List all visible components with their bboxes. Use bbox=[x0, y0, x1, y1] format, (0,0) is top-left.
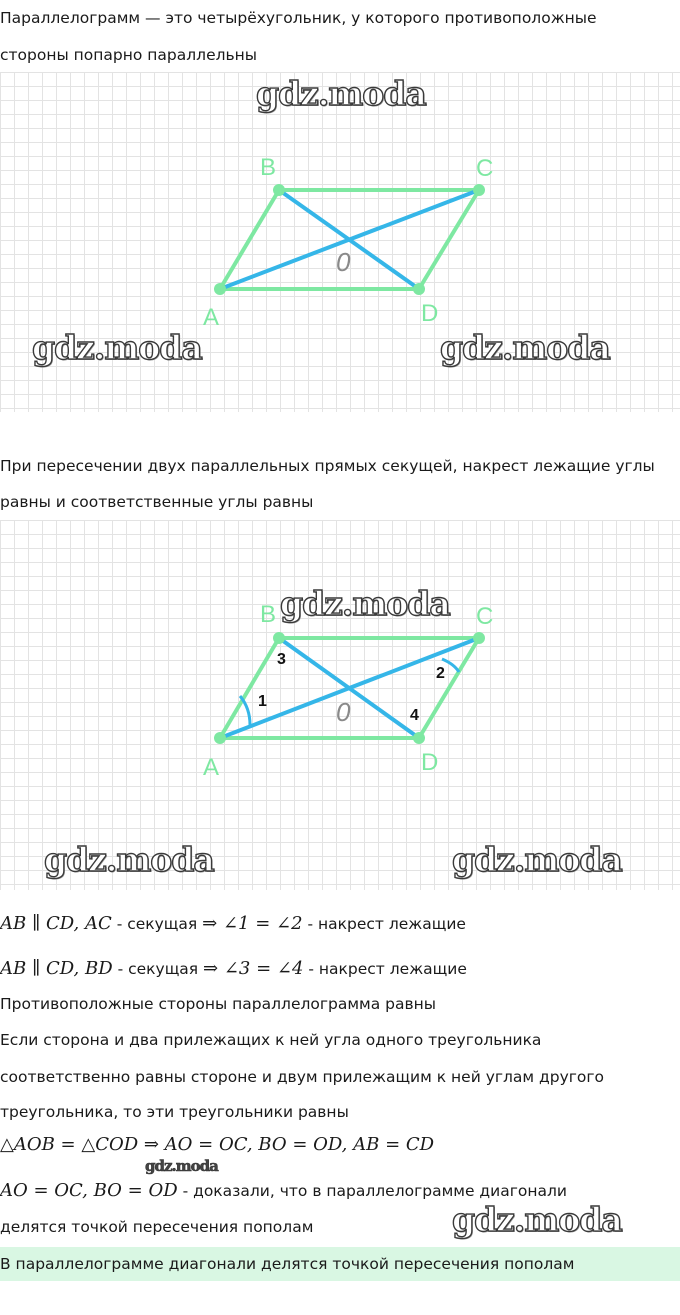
definition-line-2: стороны попарно параллельны bbox=[0, 46, 258, 64]
label-d: D bbox=[421, 300, 439, 327]
point-a bbox=[214, 732, 226, 744]
equation-text: - секущая bbox=[111, 915, 203, 933]
figure-2-grid bbox=[0, 520, 680, 890]
equation-math: AO = OC, BO = OD bbox=[0, 1180, 178, 1201]
watermark: gdz.moda bbox=[145, 1157, 218, 1175]
equation-text: - накрест лежащие bbox=[302, 915, 466, 933]
angle-label-3: 3 bbox=[277, 651, 286, 668]
conclusion-text: В параллелограмме диагонали делятся точкой пересечения пополам bbox=[0, 1255, 575, 1273]
asa-line-3: треугольника, то эти треугольники равны bbox=[0, 1103, 349, 1121]
proof-equation-1 bbox=[0, 914, 466, 934]
watermark: gdz.moda bbox=[440, 328, 610, 367]
equation-math: ⇒ ∠3 = ∠4 bbox=[203, 958, 304, 979]
point-c bbox=[473, 632, 485, 644]
equation-text: - секущая bbox=[112, 960, 204, 978]
label-b: B bbox=[260, 601, 277, 628]
label-d: D bbox=[421, 749, 439, 776]
proof-line-final: делятся точкой пересечения пополам bbox=[0, 1218, 314, 1236]
proof-equation-3: △AOB = △COD ⇒ AO = OC, BO = OD, AB = CD bbox=[0, 1134, 435, 1155]
theorem-line-1: При пересечении двух параллельных прямых секущей, накрест лежащие углы bbox=[0, 457, 655, 475]
label-b: B bbox=[260, 154, 277, 181]
angle-label-4: 4 bbox=[410, 707, 419, 724]
point-b bbox=[273, 184, 285, 196]
point-a bbox=[214, 283, 226, 295]
watermark: gdz.moda bbox=[452, 840, 622, 879]
equation-math: ⇒ ∠1 = ∠2 bbox=[202, 913, 303, 934]
watermark: gdz.moda bbox=[256, 74, 426, 113]
label-c: C bbox=[476, 603, 494, 630]
label-o: 0 bbox=[336, 247, 351, 277]
point-c bbox=[473, 184, 485, 196]
label-a: A bbox=[203, 754, 220, 781]
watermark: gdz.moda bbox=[44, 840, 214, 879]
proof-equation-4 bbox=[0, 1181, 567, 1201]
figure-1-grid bbox=[0, 72, 680, 412]
equation-text: - доказали, что в параллелограмме диагонали bbox=[177, 1182, 567, 1200]
watermark: gdz.moda bbox=[280, 584, 450, 623]
equation-math: AB ∥ CD, AC bbox=[0, 913, 112, 934]
angle-label-1: 1 bbox=[258, 693, 267, 710]
label-o: 0 bbox=[336, 697, 351, 727]
asa-line-2: соответственно равны стороне и двум прилежащим к ней углам другого bbox=[0, 1068, 605, 1086]
theorem-line-2: равны и соответственные углы равны bbox=[0, 493, 314, 511]
equation-math: AB ∥ CD, BD bbox=[0, 958, 113, 979]
point-d bbox=[413, 283, 425, 295]
point-b bbox=[273, 632, 285, 644]
parallelogram-figure-2 bbox=[0, 520, 680, 890]
definition-line-1: Параллелограмм — это четырёхугольник, у которого противоположные bbox=[0, 9, 597, 27]
angle-label-2: 2 bbox=[436, 665, 445, 682]
label-c: C bbox=[476, 155, 494, 182]
point-d bbox=[413, 732, 425, 744]
asa-line-1: Если сторона и два прилежащих к ней угла одного треугольника bbox=[0, 1031, 542, 1049]
proof-equation-2 bbox=[0, 959, 467, 979]
label-a: A bbox=[203, 304, 220, 331]
opposite-sides-text: Противоположные стороны параллелограмма равны bbox=[0, 995, 437, 1013]
equation-text: - накрест лежащие bbox=[303, 960, 467, 978]
parallelogram-figure-1 bbox=[0, 72, 680, 412]
watermark: gdz.moda bbox=[452, 1200, 622, 1239]
watermark: gdz.moda bbox=[32, 328, 202, 367]
